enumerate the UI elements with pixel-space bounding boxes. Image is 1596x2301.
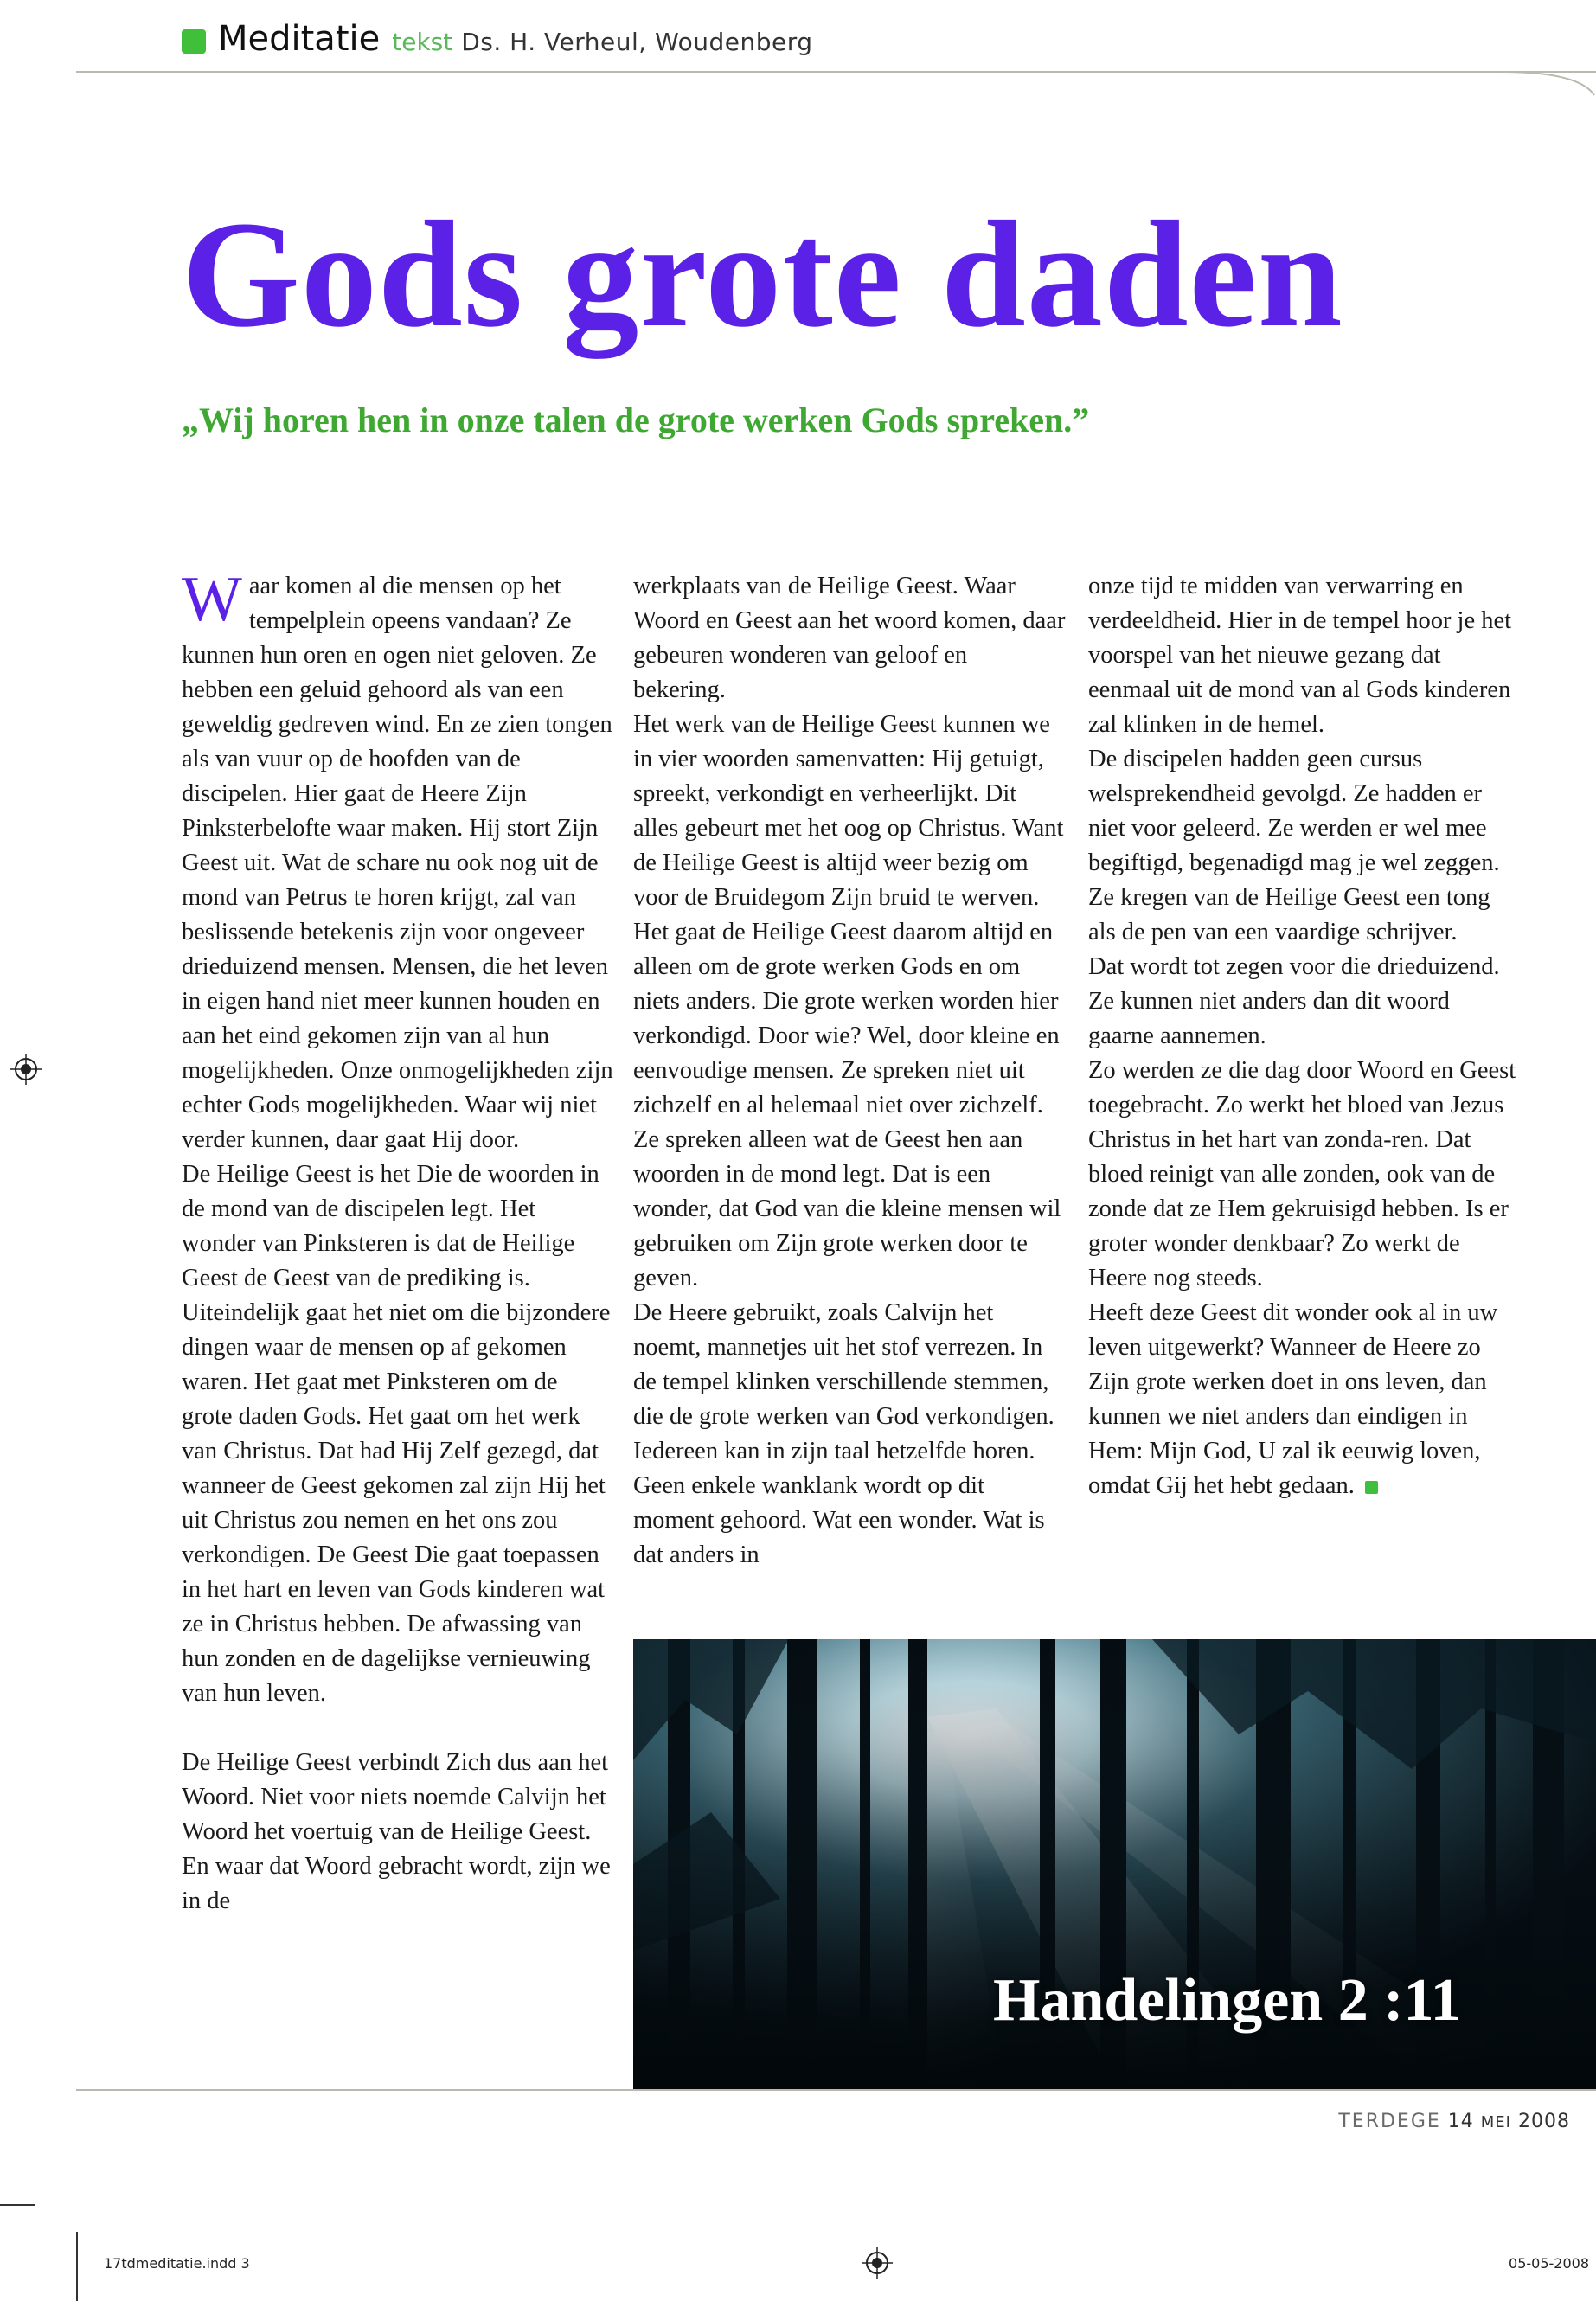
article-subtitle: „Wij horen hen in onze talen de grote werken Gods spreken.” <box>182 401 1090 439</box>
page-header <box>182 19 813 62</box>
section-label: Meditatie <box>218 19 381 59</box>
paragraph: Het werk van de Heilige Geest kunnen we in vier woorden samenvatten: Hij getuigt, spreekt, verkondigt en verheerlijkt. Dit alles gebeurt met het oog op Christus. Want de Heilige Geest is altijd weer bezig om voor de Bruidegom Zijn bruid te werven. Het gaat de Heilige Geest daarom altijd en alleen om de grote werken Gods en om niets anders. Die grote werken worden hier verkondigd. Door wie? Wel, door kleine en eenvoudige mensen. Ze spreken niet uit zichzelf en al helemaal niet over zichzelf. Ze spreken alleen wat de Geest hen aan woorden in de mond legt. Dat is een wonder, dat God van die kleine mensen wil gebruiken om Zijn grote werken door te geven. <box>633 711 1064 1292</box>
paragraph: Dat wordt tot zegen voor die drieduizend. Ze kunnen niet anders dan dit woord gaarne aannemen. <box>1088 953 1500 1049</box>
text-column-2 <box>633 569 1066 1573</box>
paragraph-text: Heeft deze Geest dit wonder ook al in uw leven uitgewerkt? Wanneer de Heere zo Zijn grote werken doet in ons leven, dan kunnen we niet anders dan eindigen in Hem: Mijn God, U zal ik eeuwig loven, omdat Gij het hebt gedaan. <box>1088 1299 1498 1499</box>
top-corner-curve <box>1501 71 1596 97</box>
drop-cap: W <box>182 564 242 635</box>
page-footer <box>1338 2111 1570 2132</box>
top-divider <box>76 71 1596 73</box>
crop-mark <box>76 2232 78 2301</box>
end-mark-icon <box>1365 1481 1378 1494</box>
registration-mark-icon <box>10 1054 42 1085</box>
section-square-icon <box>182 29 206 54</box>
paragraph: De Heilige Geest is het Die de woorden in de mond van de discipelen legt. Het wonder van Pinksteren is dat de Heilige Geest de Geest van de prediking is. Uiteindelijk gaat het niet om die bijzondere dingen waar de mensen op af gekomen waren. Het gaat met Pinksteren om de grote daden Gods. Het gaat om het werk van Christus. Dat had Hij Zelf gezegd, dat wanneer de Geest gekomen zal zijn Hij het uit Christus zou nemen en het ons zou verkondigen. De Geest Die gaat toepassen in het hart en leven van Gods kinderen wat ze in Christus hebben. De afwassing van hun zonden en de dagelijkse vernieuwing van hun leven. <box>182 1161 611 1707</box>
paragraph: De discipelen hadden geen cursus welsprekendheid gevolgd. Ze hadden er niet voor geleerd. Ze werden er wel mee begiftigd, begenadigd mag je wel zeggen. Ze kregen van de Heilige Geest een tong als de pen van een vaardige schrijver. <box>1088 746 1500 945</box>
paragraph: Zo werden ze die dag door Woord en Geest toegebracht. Zo werkt het bloed van Jezus Christus in het hart van zonda-ren. Dat bloed reinigt van alle zonden, ook van de zonde dat ze Hem gekruisigd hebben. Is er groter wonder denkbaar? Zo werkt de Heere nog steeds. <box>1088 1057 1516 1292</box>
paragraph: De Heilige Geest verbindt Zich dus aan het Woord. Niet voor niets noemde Calvijn het Woord het voertuig van de Heilige Geest. En waar dat Woord gebracht wordt, zijn we in de <box>182 1749 611 1914</box>
text-column-3 <box>1088 569 1521 1503</box>
paragraph: werkplaats van de Heilige Geest. Waar Woord en Geest aan het woord komen, daar gebeuren wonderen van geloof en bekering. <box>633 573 1066 703</box>
magazine-name: TERDEGE <box>1338 2111 1441 2132</box>
paragraph <box>182 564 614 1157</box>
photo-caption: Handelingen 2 :11 <box>993 1967 1461 2034</box>
date-slug: 05-05-2008 <box>1509 2255 1589 2272</box>
file-slug: 17tdmeditatie.indd 3 <box>104 2255 250 2272</box>
issue-day: 14 <box>1447 2111 1474 2132</box>
paragraph: onze tijd te midden van verwarring en verdeeldheid. Hier in de tempel hoor je het voorspel van het nieuwe gezang dat eenmaal uit de mond van al Gods kinderen zal klinken in de hemel. <box>1088 573 1512 738</box>
paragraph: De Heere gebruikt, zoals Calvijn het noemt, mannetjes uit het stof verrezen. In de tempel klinken verschillende stemmen, die de grote werken van God verkondigen. Iedereen kan in zijn taal hetzelfde horen. Geen enkele wanklank wordt op dit moment gehoord. Wat een wonder. Wat is dat anders in <box>633 1299 1054 1568</box>
paragraph-text: aar komen al die mensen op het tempelplein opeens vandaan? Ze kunnen hun oren en ogen niet geloven. Ze hebben een geluid gehoord als van een geweldig gedreven wind. En ze zien tongen als van vuur op de hoofden van de discipelen. Hier gaat de Heere Zijn Pinksterbelofte waar maken. Hij stort Zijn Geest uit. Wat de schare nu ook nog uit de mond van Petrus te horen krijgt, zal van beslissende betekenis zijn voor ongeveer drieduizend mensen. Mensen, die het leven in eigen hand niet meer kunnen houden en aan het eind gekomen zijn van al hun mogelijkheden. Onze onmogelijkheden zijn echter Gods mogelijkheden. Waar wij niet verder kunnen, daar gaat Hij door. <box>182 573 613 1153</box>
registration-mark-icon <box>862 2247 893 2279</box>
author-name: Ds. H. Verheul, Woudenberg <box>461 28 813 56</box>
text-column-1 <box>182 564 614 1919</box>
article-title: Gods grote daden <box>182 190 1343 359</box>
bottom-divider <box>76 2089 1596 2091</box>
crop-mark <box>0 2204 35 2206</box>
text-label: tekst <box>392 28 453 56</box>
issue-month: MEI <box>1480 2113 1511 2131</box>
issue-year: 2008 <box>1518 2111 1570 2132</box>
paragraph <box>1088 1296 1521 1503</box>
